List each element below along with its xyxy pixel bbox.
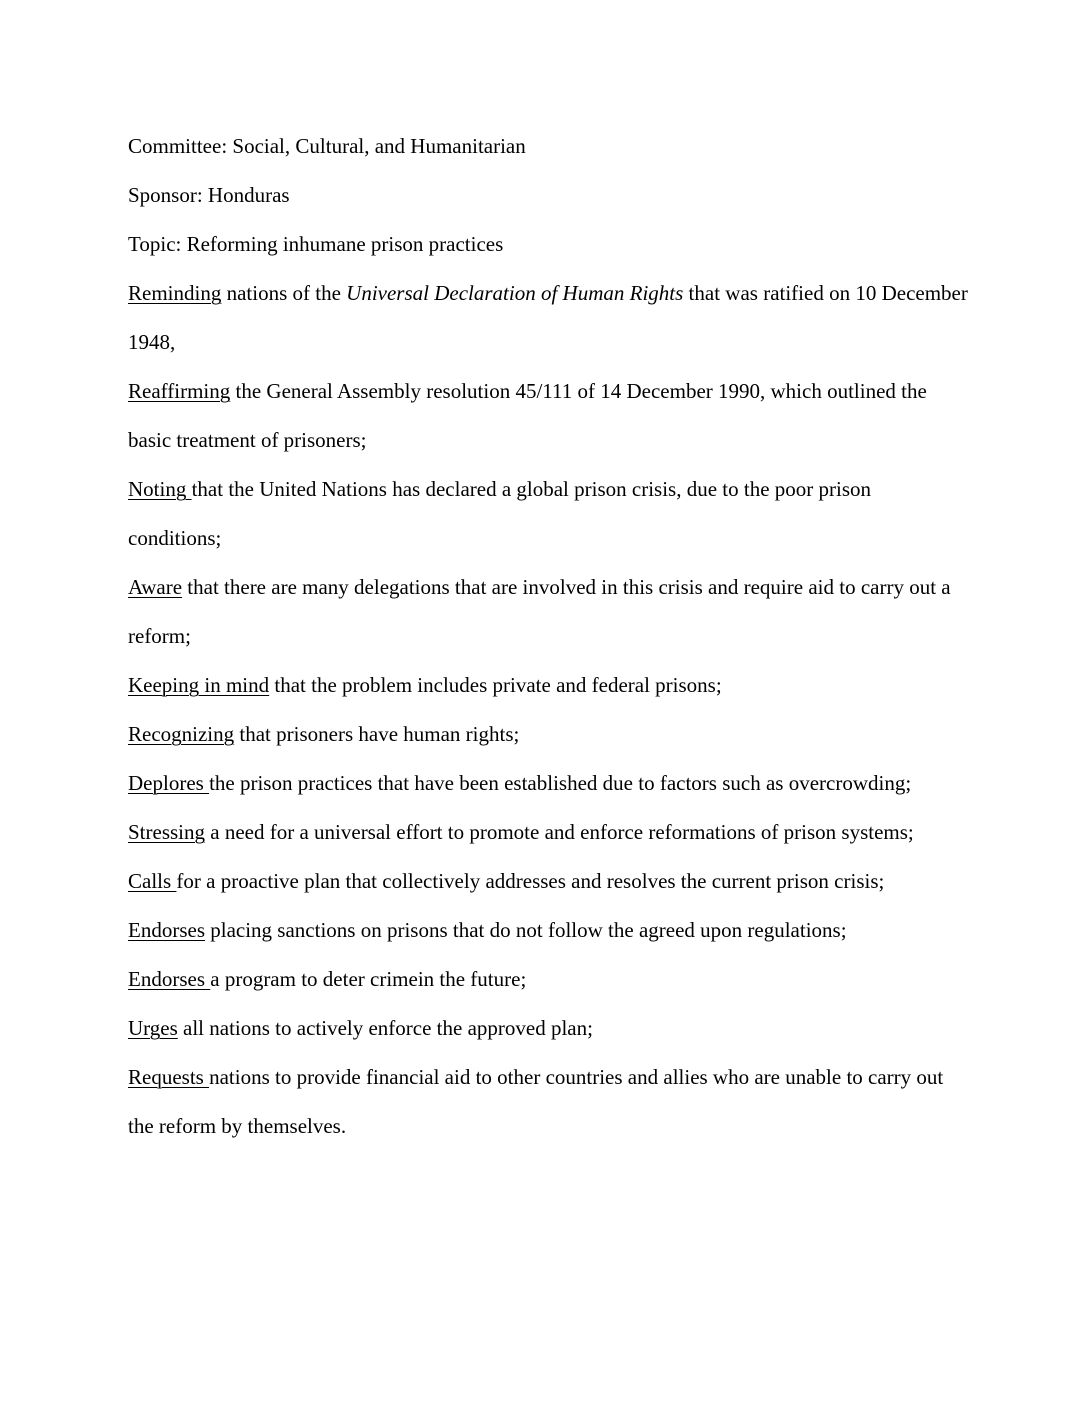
clause-text: all nations to actively enforce the approved plan; [177,1016,593,1040]
clause-keeping-in-mind [128,661,968,710]
clause-phrase: Reaffirming [128,379,231,403]
clause-text: that the United Nations has declared a global prison crisis, due to the poor prison conditions; [128,477,872,550]
clause-text: nations of the [221,281,347,305]
declaration-title: Universal Declaration of Human Rights [346,281,684,305]
committee-line: Committee: Social, Cultural, and Humanitarian [128,134,526,158]
clause-text: that prisoners have human rights; [234,722,520,746]
clause-endorses-program [128,955,968,1004]
clause-text: placing sanctions on prisons that do not follow the agreed upon regulations; [205,918,847,942]
clause-text: a need for a universal effort to promote and enforce reformations of prison systems; [205,820,914,844]
topic-line: Topic: Reforming inhumane prison practices [128,232,504,256]
clause-text: that was ratified on 10 December 1948, [128,281,968,354]
clause-stressing [128,808,968,857]
clause-urges [128,1004,968,1053]
clause-text: a program to deter crimein the future; [210,967,527,991]
clause-endorses-sanctions [128,906,968,955]
clause-phrase: Reminding [128,281,222,305]
clause-noting [128,465,968,563]
resolution-body [128,122,968,1151]
clause-reaffirming [128,367,968,465]
clause-calls [128,857,968,906]
clause-text: nations to provide financial aid to other countries and allies who are unable to carry out the reform by themselves. [128,1065,944,1138]
clause-phrase: Noting [128,477,192,501]
clause-phrase: Deplores [128,771,210,795]
clause-reminding [128,269,968,367]
clause-phrase: Recognizing [128,722,235,746]
clause-phrase: Aware [128,575,183,599]
clause-text: the General Assembly resolution 45/111 of 14 December 1990, which outlined the basic treatment of prisoners; [128,379,927,452]
clause-text: that there are many delegations that are involved in this crisis and require aid to carry out a reform; [128,575,951,648]
clause-text: for a proactive plan that collectively addresses and resolves the current prison crisis; [176,869,885,893]
clause-recognizing [128,710,968,759]
clause-text: the prison practices that have been established due to factors such as overcrowding; [209,771,912,795]
clause-text: that the problem includes private and federal prisons; [269,673,722,697]
clause-phrase: Urges [128,1016,178,1040]
clause-phrase: Endorses [128,918,205,942]
clause-phrase: Requests [128,1065,210,1089]
clause-deplores [128,759,968,808]
clause-requests [128,1053,968,1151]
clause-phrase: Calls [128,869,177,893]
clause-phrase: Keeping in mind [128,673,270,697]
sponsor-line: Sponsor: Honduras [128,183,290,207]
clause-phrase: Endorses [128,967,211,991]
clause-phrase: Stressing [128,820,206,844]
clause-aware [128,563,968,661]
